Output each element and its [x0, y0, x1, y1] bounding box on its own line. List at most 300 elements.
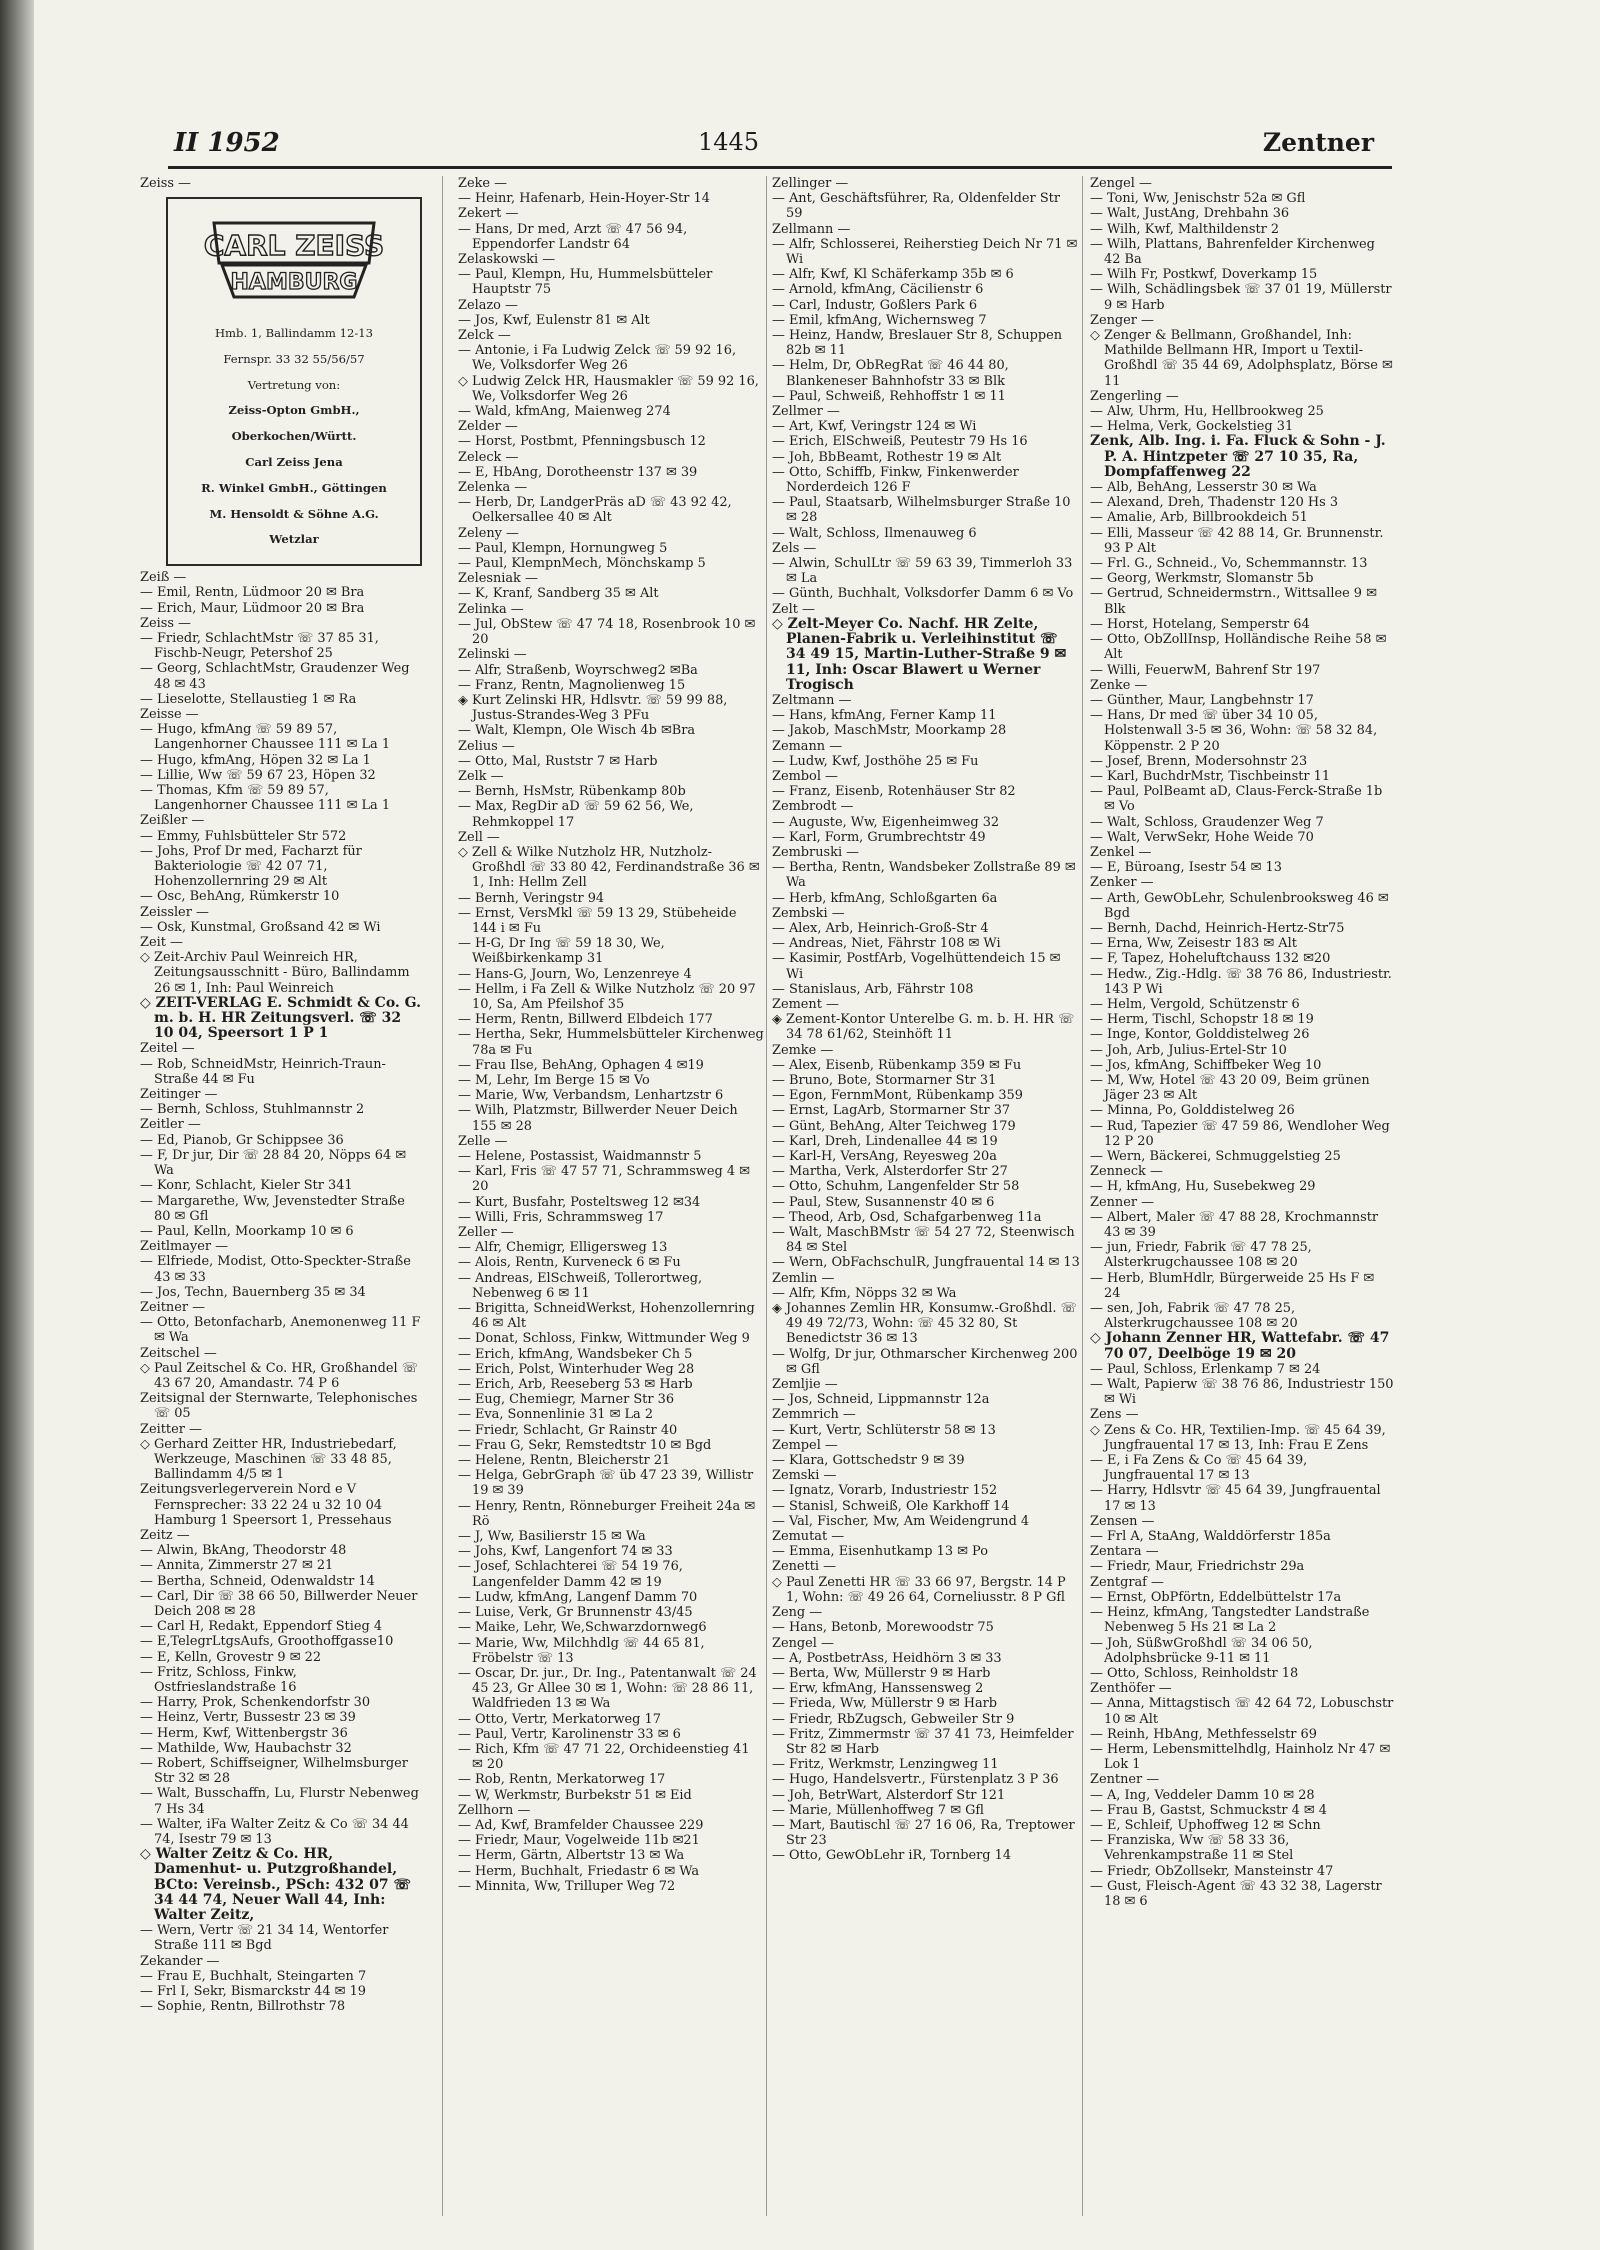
ad-line: Hmb. 1, Ballindamm 12-13 [214, 326, 374, 340]
directory-entry: — Helm, Dr, ObRegRat ☏ 46 44 80, Blankeneser Bahnhofstr 33 ✉ Blk [772, 358, 1009, 389]
surname-heading: Zelt — [772, 601, 815, 617]
directory-entry: — Alb, BehAng, Lesserstr 30 ✉ Wa [1090, 480, 1317, 496]
directory-entry: — Horst, Postbmt, Pfenningsbusch 12 [458, 434, 706, 450]
directory-entry: — Ignatz, Vorarb, Industriestr 152 [772, 1483, 998, 1499]
directory-entry: — Franz, Eisenb, Rotenhäuser Str 82 [772, 784, 1016, 800]
directory-entry: — Konr, Schlacht, Kieler Str 341 [140, 1178, 353, 1194]
directory-entry: ◇ Walter Zeitz & Co. HR, Damenhut- u. Putzgroßhandel, BCto: Vereinsb., PSch: 432 07 ☏ 34 44 74, Neuer Wall 44, Inh: Walter Zeitz, [140, 1846, 411, 1924]
directory-entry: — Joh, SüßwGroßhdl ☏ 34 06 50, Adolphsbrücke 9-11 ✉ 11 [1090, 1635, 1313, 1666]
column-4 [1090, 176, 1394, 2236]
surname-heading: Zenke — [1090, 677, 1148, 693]
surname-heading: Zeller — [458, 1225, 514, 1241]
directory-entry: — Günther, Maur, Langbehnstr 17 [1090, 692, 1314, 708]
directory-entry: ◇ Gerhard Zeitter HR, Industriebedarf, Werkzeuge, Maschinen ☏ 33 48 85, Ballindamm 4/5 ✉ 1 [140, 1436, 397, 1483]
column-divider [442, 176, 443, 2216]
directory-entry: — Antonie, i Fa Ludwig Zelck ☏ 59 92 16, We, Volksdorfer Weg 26 [458, 343, 737, 374]
directory-entry: — Fritz, Werkmstr, Lenzingweg 11 [772, 1757, 999, 1773]
directory-entry: — Walt, JustAng, Drehbahn 36 [1090, 206, 1290, 222]
directory-entry: — Alois, Rentn, Kurveneck 6 ✉ Fu [458, 1255, 681, 1271]
directory-entry: ◇ Zelt-Meyer Co. Nachf. HR Zelte, Planen-Fabrik u. Verleihinstitut ☏ 34 49 15, Martin-Luther-Straße 9 ✉ 11, Inh: Oscar Blawert u Werner Trogisch [772, 615, 1067, 693]
directory-entry: — Johs, Kwf, Langenfort 74 ✉ 33 [458, 1544, 673, 1560]
surname-heading: Zeitlmayer — [140, 1239, 228, 1255]
surname-heading: Zeitner — [140, 1299, 205, 1315]
surname-heading: Zeiss — [140, 176, 191, 191]
directory-entry: — Ludw, Kwf, Josthöhe 25 ✉ Fu [772, 753, 979, 769]
directory-entry: — Herm, Lebensmittelhdlg, Hainholz Nr 47 ✉ Lok 1 [1090, 1741, 1391, 1773]
column-2 [458, 176, 764, 2236]
directory-entry: — Herm, Buchhalt, Friedastr 6 ✉ Wa [458, 1863, 700, 1879]
surname-heading: Zeltmann — [772, 692, 852, 708]
directory-entry: — Georg, SchlachtMstr, Graudenzer Weg 48 ✉ 43 [140, 661, 410, 692]
directory-entry: — Walt, Klempn, Ole Wisch 4b ✉Bra [458, 723, 696, 739]
directory-entry: — Wilh Fr, Postkwf, Doverkamp 15 [1090, 267, 1318, 283]
surname-heading: Zelesniak — [458, 571, 538, 587]
directory-entry: — Robert, Schiffseigner, Wilhelmsburger Str 32 ✉ 28 [140, 1756, 408, 1787]
directory-entry: — Minnita, Ww, Trilluper Weg 72 [458, 1878, 676, 1894]
volume-label: II 1952 [174, 128, 280, 158]
directory-entry: — Rud, Tapezier ☏ 47 59 86, Wendloher Weg 12 P 20 [1090, 1118, 1390, 1149]
directory-entry: — Herb, BlumHdlr, Bürgerweide 25 Hs F ✉ 24 [1090, 1270, 1375, 1301]
directory-entry: ◈ Kurt Zelinski HR, Hdlsvtr. ☏ 59 99 88, Justus-Strandes-Weg 3 PFu [458, 692, 728, 724]
directory-entry: ◈ Zement-Kontor Unterelbe G. m. b. H. HR ☏ 34 78 61/62, Steinhöft 11 [772, 1012, 1075, 1043]
ad-line: Wetzlar [269, 532, 319, 547]
surname-heading: Zengerling — [1090, 388, 1179, 404]
directory-entry: — Joh, Arb, Julius-Ertel-Str 10 [1090, 1042, 1287, 1058]
directory-entry: — Frau Ilse, BehAng, Ophagen 4 ✉19 [458, 1057, 704, 1073]
directory-entry: — Hans, kfmAng, Ferner Kamp 11 [772, 708, 997, 724]
directory-entry: — Paul, Schweiß, Rehhoffstr 1 ✉ 11 [772, 388, 1006, 404]
directory-entry: — Hans-G, Journ, Wo, Lenzenreye 4 [458, 966, 692, 982]
directory-entry: — Arnold, kfmAng, Cäcilienstr 6 [772, 282, 984, 298]
directory-entry: — Marie, Müllenhoffweg 7 ✉ Gfl [772, 1802, 984, 1818]
directory-entry: — Frl. G., Schneid., Vo, Schemmannstr. 13 [1090, 556, 1368, 572]
surname-heading: Zellhorn — [458, 1802, 531, 1818]
surname-heading: Zenkel — [1090, 844, 1152, 860]
directory-entry: — Kurt, Busfahr, Posteltsweg 12 ✉34 [458, 1194, 701, 1210]
directory-entry: — Paul, Kelln, Moorkamp 10 ✉ 6 [140, 1223, 354, 1239]
surname-heading: Zeit — [140, 935, 183, 951]
directory-entry: — Hans, Betonb, Morewoodstr 75 [772, 1620, 994, 1636]
directory-entry: — Margarethe, Ww, Jevenstedter Straße 80 ✉ Gfl [140, 1193, 405, 1224]
directory-entry: — Hugo, kfmAng ☏ 59 89 57, Langenhorner Chaussee 111 ✉ La 1 [140, 722, 391, 753]
directory-entry: — Heinz, Handw, Breslauer Str 8, Schuppen 82b ✉ 11 [772, 328, 1063, 359]
surname-heading: Zentner — [1090, 1772, 1160, 1788]
directory-entry: — Henry, Rentn, Rönneburger Freiheit 24a ✉ Rö [458, 1498, 756, 1529]
directory-entry: — Inge, Kontor, Golddistelweg 26 [1090, 1027, 1310, 1043]
directory-entry: — Bertha, Schneid, Odenwaldstr 14 [140, 1573, 375, 1589]
directory-entry: — Hugo, Handelsvertr., Fürstenplatz 3 P 36 [772, 1772, 1059, 1788]
surname-heading: Zenthöfer — [1090, 1681, 1172, 1697]
directory-entry: — Helga, GebrGraph ☏ üb 47 23 39, Willistr 19 ✉ 39 [458, 1468, 754, 1499]
surname-heading: Zemski — [772, 1468, 837, 1484]
directory-entry: — Carl H, Redakt, Eppendorf Stieg 4 [140, 1619, 383, 1635]
surname-heading: Zemann — [772, 738, 843, 754]
directory-entry: — Karl, Dreh, Lindenallee 44 ✉ 19 [772, 1133, 998, 1149]
surname-heading: Zemutat — [772, 1529, 845, 1545]
directory-entry: — Wilh, Plattans, Bahrenfelder Kirchenweg 42 Ba [1090, 236, 1375, 268]
ad-line: Oberkochen/Württ. [231, 429, 357, 444]
directory-entry: — Erich, kfmAng, Wandsbeker Ch 5 [458, 1346, 693, 1362]
surname-heading: Zeitel — [140, 1041, 195, 1057]
surname-heading: Zembol — [772, 768, 838, 784]
surname-heading: Zeitz — [140, 1527, 190, 1543]
directory-entry: — Wald, kfmAng, Maienweg 274 [458, 404, 671, 420]
surname-heading: Zembruski — [772, 844, 860, 860]
directory-entry: — Ernst, ObPförtn, Eddelbüttelstr 17a [1090, 1589, 1342, 1605]
directory-entry: Zenk, Alb. Ing. i. Fa. Fluck & Sohn - J. P. A. Hintzpeter ☏ 27 10 35, Ra, Dompfaffenweg 22 [1090, 433, 1386, 480]
directory-entry: — Hans, Dr med, Arzt ☏ 47 56 94, Eppendorfer Landstr 64 [458, 221, 688, 252]
directory-entry: — Alex, Arb, Heinrich-Groß-Str 4 [772, 920, 989, 936]
surname-heading: Zensen — [1090, 1513, 1155, 1529]
directory-entry: — Ant, Geschäftsführer, Ra, Oldenfelder Str 59 [772, 191, 1060, 222]
directory-entry: — E,TelegrLtgsAufs, Groothoffgasse10 [140, 1634, 394, 1650]
directory-entry: — Wilh, Schädlingsbek ☏ 37 01 19, Müllerstr 9 ✉ Harb [1090, 282, 1392, 313]
directory-entry: — Hugo, kfmAng, Höpen 32 ✉ La 1 [140, 752, 371, 768]
surname-heading: Zement — [772, 996, 839, 1012]
book-binding-edge [0, 0, 34, 2250]
surname-heading: Zellmann — [772, 221, 851, 237]
directory-entry: — Rob, SchneidMstr, Heinrich-Traun-Straße 44 ✉ Fu [140, 1056, 386, 1087]
surname-heading: Zelle — [458, 1133, 508, 1149]
directory-entry: — Frau B, Gastst, Schmuckstr 4 ✉ 4 [1090, 1802, 1327, 1818]
directory-entry: — Herm, Kwf, Wittenbergstr 36 [140, 1725, 348, 1741]
directory-entry: — Jakob, MaschMstr, Moorkamp 28 [772, 723, 1007, 739]
directory-entry: — Jul, ObStew ☏ 47 74 18, Rosenbrook 10 ✉ 20 [458, 616, 756, 648]
directory-entry: — Günth, Buchhalt, Volksdorfer Damm 6 ✉ Vo [772, 586, 1074, 602]
directory-entry: — Berta, Ww, Müllerstr 9 ✉ Harb [772, 1665, 991, 1681]
directory-entry: — Herm, Gärtn, Albertstr 13 ✉ Wa [458, 1848, 685, 1864]
directory-entry: — Jos, Kwf, Eulenstr 81 ✉ Alt [458, 312, 650, 328]
directory-entry: — Wilh, Platzmstr, Billwerder Neuer Deich 155 ✉ 28 [458, 1103, 738, 1134]
directory-entry: — E, i Fa Zens & Co ☏ 45 64 39, Jungfrauental 17 ✉ 13 [1090, 1453, 1308, 1484]
directory-entry: — Frau G, Sekr, Remstedtstr 10 ✉ Bgd [458, 1437, 712, 1453]
directory-entry: — Rob, Rentn, Merkatorweg 17 [458, 1772, 666, 1788]
directory-entry: ◇ Paul Zenetti HR ☏ 33 66 97, Bergstr. 14 P 1, Wohn: ☏ 49 26 64, Corneliusstr. 8 P Gfl [772, 1574, 1066, 1605]
directory-entry: — Ludw, kfmAng, Langenf Damm 70 [458, 1589, 698, 1605]
directory-entry: — Alfr, Kwf, Kl Schäferkamp 35b ✉ 6 [772, 267, 1014, 283]
directory-entry: — Erich, Polst, Winterhuder Weg 28 [458, 1361, 695, 1377]
directory-entry: — M, Ww, Hotel ☏ 43 20 09, Beim grünen Jäger 23 ✉ Alt [1090, 1072, 1370, 1104]
column-1 [140, 176, 422, 2236]
directory-entry: — E, Schleif, Uphoffweg 12 ✉ Schn [1090, 1817, 1321, 1833]
directory-entry: — Paul, KlempnMech, Mönchskamp 5 [458, 556, 706, 572]
directory-entry: — Otto, GewObLehr iR, Tornberg 14 [772, 1848, 1012, 1864]
directory-entry: — Paul, PolBeamt aD, Claus-Ferck-Straße 1b ✉ Vo [1090, 784, 1383, 815]
directory-entry: — Otto, Schiffb, Finkw, Finkenwerder Norderdeich 126 F [772, 464, 1019, 496]
directory-entry: — E, HbAng, Dorotheenstr 137 ✉ 39 [458, 464, 698, 480]
directory-entry: — Stanislaus, Arb, Fährstr 108 [772, 981, 974, 997]
directory-entry: — Walt, Papierw ☏ 38 76 86, Industriestr 150 ✉ Wi [1090, 1377, 1394, 1408]
directory-entry: — Eva, Sonnenlinie 31 ✉ La 2 [458, 1407, 654, 1423]
surname-heading: Zeißler — [140, 813, 205, 829]
directory-entry: — Paul, Schloss, Erlenkamp 7 ✉ 24 [1090, 1361, 1321, 1377]
directory-entry: — Helene, Postassist, Waidmannstr 5 [458, 1149, 702, 1164]
surname-heading: Zekert — [458, 206, 519, 222]
directory-entry: — Minna, Po, Golddistelweg 26 [1090, 1103, 1295, 1119]
surname-heading: Zels — [772, 540, 817, 556]
directory-entry: — Alfr, Schlosserei, Reiherstieg Deich Nr 71 ✉ Wi [772, 236, 1078, 268]
directory-entry: — Wern, Bäckerei, Schmuggelstieg 25 [1090, 1149, 1341, 1164]
directory-entry: — Joh, BetrWart, Alsterdorf Str 121 [772, 1787, 1006, 1803]
directory-entry: — Friedr, RbZugsch, Gebweiler Str 9 [772, 1711, 1015, 1727]
directory-entry: — Otto, ObZollInsp, Holländische Reihe 58 ✉ Alt [1090, 632, 1387, 663]
directory-entry: — Otto, Vertr, Merkatorweg 17 [458, 1711, 661, 1727]
surname-heading: Zeleck — [458, 449, 519, 465]
directory-entry: — Friedr, Maur, Vogelweide 11b ✉21 [458, 1833, 700, 1849]
directory-entry: — Frl A, StaAng, Walddörferstr 185a [1090, 1529, 1331, 1545]
directory-entry: — Erich, ElSchweiß, Peutestr 79 Hs 16 [772, 434, 1028, 450]
surname-heading: Zentgraf — [1090, 1574, 1164, 1590]
surname-heading: Zeissler — [140, 904, 209, 920]
directory-entry: — Mart, Bautischl ☏ 27 16 06, Ra, Treptower Str 23 [772, 1817, 1075, 1849]
directory-entry: ◇ ZEIT-VERLAG E. Schmidt & Co. G. m. b. H. HR Zeitungsverl. ☏ 32 10 04, Speersort 1 P 1 [140, 994, 421, 1042]
directory-entry: — Otto, Mal, Ruststr 7 ✉ Harb [458, 753, 658, 769]
directory-entry: — Ernst, LagArb, Stormarner Str 37 [772, 1103, 1011, 1119]
directory-entry: — Arth, GewObLehr, Schulenbrooksweg 46 ✉ Bgd [1090, 890, 1389, 921]
directory-entry: — Paul, Klempn, Hu, Hummelsbütteler Hauptstr 75 [458, 267, 713, 298]
directory-entry: — Marie, Ww, Verbandsm, Lenhartzstr 6 [458, 1088, 724, 1104]
directory-entry: — Andreas, ElSchweiß, Tollerortweg, Nebenweg 6 ✉ 11 [458, 1270, 703, 1301]
logo-top-text: CARL ZEISS [204, 229, 384, 263]
directory-entry: — Friedr, Schlacht, Gr Rainstr 40 [458, 1422, 678, 1438]
directory-entry: — Hedw., Zig.-Hdlg. ☏ 38 76 86, Industriestr. 143 P Wi [1090, 966, 1392, 997]
directory-entry: — Alexand, Dreh, Thadenstr 120 Hs 3 [1090, 495, 1339, 511]
directory-entry: — Walter, iFa Walter Zeitz & Co ☏ 34 44 74, Isestr 79 ✉ 13 [140, 1816, 409, 1848]
directory-entry: — Paul, Vertr, Karolinenstr 33 ✉ 6 [458, 1726, 681, 1742]
directory-entry: ◇ Paul Zeitschel & Co. HR, Großhandel ☏ 43 67 20, Amandastr. 74 P 6 [140, 1360, 418, 1391]
directory-entry: — Bertha, Rentn, Wandsbeker Zollstraße 89 ✉ Wa [772, 860, 1076, 891]
directory-entry: — Friedr, Maur, Friedrichstr 29a [1090, 1559, 1305, 1575]
directory-entry: — Toni, Ww, Jenischstr 52a ✉ Gfl [1090, 191, 1306, 207]
directory-entry: ◇ Ludwig Zelck HR, Hausmakler ☏ 59 92 16, We, Volksdorfer Weg 26 [458, 373, 759, 404]
directory-entry: — Wolfg, Dr jur, Othmarscher Kirchenweg 200 ✉ Gfl [772, 1346, 1078, 1377]
directory-entry: — Alwin, SchulLtr ☏ 59 63 39, Timmerloh 33 ✉ La [772, 556, 1073, 587]
surname-heading: Zelinka — [458, 601, 524, 617]
directory-entry: — Frieda, Ww, Müllerstr 9 ✉ Harb [772, 1696, 998, 1712]
directory-entry: — K, Kranf, Sandberg 35 ✉ Alt [458, 586, 659, 602]
directory-entry: — Josef, Brenn, Modersohnstr 23 [1090, 753, 1308, 769]
directory-entry: Zeitungsverlegerverein Nord e V Fernsprecher: 33 22 24 u 32 10 04 Hamburg 1 Speersort 1, Pressehaus [140, 1482, 392, 1528]
directory-entry: — Helma, Verk, Gockelstieg 31 [1090, 419, 1294, 435]
directory-entry: ◇ Zenger & Bellmann, Großhandel, Inh: Mathilde Bellmann HR, Import u Textil-Großhdl ☏ 35 44 69, Adolphsplatz, Börse ✉ 11 [1090, 328, 1393, 389]
surname-heading: Zemmrich — [772, 1407, 856, 1423]
directory-entry: — Paul, Stew, Susannenstr 40 ✉ 6 [772, 1194, 995, 1210]
ad-line: R. Winkel GmbH., Göttingen [201, 480, 387, 495]
directory-entry: — Elfriede, Modist, Otto-Speckter-Straße 43 ✉ 33 [140, 1254, 411, 1285]
directory-entry: ◈ Johannes Zemlin HR, Konsumw.-Großhdl. ☏ 49 49 72/73, Wohn: ☏ 45 32 80, St Benedictstr 36 ✉ 13 [772, 1301, 1077, 1347]
directory-entry: — Karl, BuchdrMstr, Tischbeinstr 11 [1090, 768, 1331, 784]
directory-entry: — F, Tapez, Hoheluftchauss 132 ✉20 [1090, 951, 1331, 967]
surname-heading: Zelazo — [458, 297, 518, 313]
directory-entry: — Lillie, Ww ☏ 59 67 23, Höpen 32 [140, 767, 376, 783]
directory-entry: — Heinz, kfmAng, Tangstedter Landstraße Nebenweg 5 Hs 21 ✉ La 2 [1090, 1605, 1370, 1636]
directory-entry: — Max, RegDir aD ☏ 59 62 56, We, Rehmkoppel 17 [458, 799, 694, 830]
directory-entry: — sen, Joh, Fabrik ☏ 47 78 25, Alsterkrugchaussee 108 ✉ 20 [1090, 1301, 1298, 1332]
surname-heading: Zelius — [458, 738, 515, 754]
col1-entries [140, 570, 422, 2014]
surname-heading: Zeitler — [140, 1117, 201, 1133]
ad-line: Carl Zeiss Jena [245, 454, 343, 469]
directory-entry: — Albert, Maler ☏ 47 88 28, Krochmannstr 43 ✉ 39 [1090, 1209, 1379, 1241]
directory-entry: — Emil, Rentn, Lüdmoor 20 ✉ Bra [140, 585, 365, 601]
surname-heading: Zelenka — [458, 480, 528, 496]
directory-entry: — Friedr, SchlachtMstr ☏ 37 85 31, Fischb-Neugr, Petershof 25 [140, 630, 379, 662]
directory-entry: — Gust, Fleisch-Agent ☏ 43 32 38, Lagerstr 18 ✉ 6 [1090, 1878, 1382, 1909]
directory-entry: — Fritz, Schloss, Finkw, Ostfrieslandstraße 16 [140, 1664, 297, 1695]
directory-entry: — Martha, Verk, Alsterdorfer Str 27 [772, 1164, 1008, 1180]
surname-heading: Zempel — [772, 1437, 838, 1453]
directory-entry: — Harry, Hdlsvtr ☏ 45 64 39, Jungfrauental 17 ✉ 13 [1090, 1483, 1381, 1514]
directory-entry: — Bernh, HsMstr, Rübenkamp 80b [458, 784, 686, 800]
directory-entry: — Emmy, Fuhlsbütteler Str 572 [140, 828, 347, 844]
directory-entry: — Hertha, Sekr, Hummelsbütteler Kirchenweg 78a ✉ Fu [458, 1027, 764, 1058]
directory-entry: — Heinz, Vertr, Bussestr 23 ✉ 39 [140, 1710, 356, 1726]
directory-entry: — Johs, Prof Dr med, Facharzt für Bakteriologie ☏ 42 07 71, Hohenzollernring 29 ✉ Alt [140, 843, 362, 890]
directory-entry: — Auguste, Ww, Eigenheimweg 32 [772, 814, 1000, 830]
directory-entry: — Emil, kfmAng, Wichernsweg 7 [772, 312, 987, 328]
directory-page [34, 0, 1600, 2250]
directory-entry: — Josef, Schlachterei ☏ 54 19 76, Langenfelder Damm 42 ✉ 19 [458, 1559, 683, 1590]
surname-heading: Zenger — [1090, 312, 1154, 328]
surname-heading: Zeitschel — [140, 1345, 217, 1361]
directory-entry: — Osc, BehAng, Rümkerstr 10 [140, 889, 340, 905]
directory-entry: — Kasimir, PostfArb, Vogelhüttendeich 15 ✉ Wi [772, 951, 1061, 982]
surname-heading: Zelk — [458, 768, 504, 784]
surname-heading: Zemlin — [772, 1270, 835, 1286]
directory-entry: — Amalie, Arb, Billbrookdeich 51 [1090, 510, 1308, 526]
directory-entry: — Bernh, Schloss, Stuhlmannstr 2 [140, 1102, 365, 1118]
directory-entry: — Ed, Pianob, Gr Schippsee 36 [140, 1132, 344, 1148]
directory-entry: — Bruno, Bote, Stormarner Str 31 [772, 1072, 997, 1088]
directory-entry: — Otto, Betonfacharb, Anemonenweg 11 F ✉ Wa [140, 1315, 421, 1346]
surname-heading: Zengel — [772, 1635, 834, 1651]
surname-heading: Zenker — [1090, 875, 1154, 891]
directory-entry: — Hans, Dr med ☏ über 34 10 05, Holstenwall 3-5 ✉ 36, Wohn: ☏ 58 32 84, Köppenstr. 2 P 20 [1090, 708, 1378, 754]
directory-entry: — Hellm, i Fa Zell & Wilke Nutzholz ☏ 20 97 10, Sa, Am Pfeilshof 35 [458, 981, 756, 1012]
directory-entry: — Jos, kfmAng, Schiffbeker Weg 10 [1090, 1057, 1322, 1073]
directory-entry: — E, Büroang, Isestr 54 ✉ 13 [1090, 860, 1282, 876]
directory-entry: — Mathilde, Ww, Haubachstr 32 [140, 1740, 352, 1756]
ad-line: Zeiss-Opton GmbH., [228, 403, 360, 418]
col3-entries [772, 176, 1080, 1864]
directory-entry: — Herb, Dr, LandgerPräs aD ☏ 43 92 42, Oelkersallee 40 ✉ Alt [458, 495, 732, 526]
directory-entry: — Günt, BehAng, Alter Teichweg 179 [772, 1118, 1016, 1134]
col2-entries [458, 176, 764, 1894]
page-header [138, 128, 1374, 162]
directory-entry: — Annita, Zimmerstr 27 ✉ 21 [140, 1558, 334, 1574]
directory-entry: — Anna, Mittagstisch ☏ 42 64 72, Lobuschstr 10 ✉ Alt [1090, 1696, 1394, 1727]
directory-entry: — Gertrud, Schneidermstrn., Wittsallee 9 ✉ Blk [1090, 586, 1377, 617]
surname-heading: Zemljie — [772, 1377, 838, 1393]
directory-entry: — Luise, Verk, Gr Brunnenstr 43/45 [458, 1605, 693, 1621]
surname-heading: Zell — [458, 829, 500, 845]
surname-heading: Zembrodt — [772, 799, 854, 815]
directory-entry: — Jos, Techn, Bauernberg 35 ✉ 34 [140, 1284, 366, 1300]
directory-entry: — jun, Friedr, Fabrik ☏ 47 78 25, Alsterkrugchaussee 108 ✉ 20 [1090, 1240, 1312, 1271]
surname-heading: Zentara — [1090, 1544, 1159, 1560]
directory-entry: — Alwin, BkAng, Theodorstr 48 [140, 1543, 347, 1559]
directory-entry: — H, kfmAng, Hu, Susebekweg 29 [1090, 1179, 1316, 1195]
surname-heading: Zenneck — [1090, 1164, 1163, 1180]
surname-heading: Zeitter — [140, 1421, 202, 1437]
directory-entry: — Frau E, Buchhalt, Steingarten 7 [140, 1968, 367, 1984]
directory-entry: — Klara, Gottschedstr 9 ✉ 39 [772, 1453, 965, 1469]
directory-entry: — H-G, Dr Ing ☏ 59 18 30, We, Weißbirkenkamp 31 [458, 936, 665, 967]
directory-entry: — Kurt, Vertr, Schlüterstr 58 ✉ 13 [772, 1422, 996, 1438]
directory-entry: — Helm, Vergold, Schützenstr 6 [1090, 996, 1300, 1012]
directory-entry: — Wern, ObFachschulR, Jungfrauental 14 ✉ 13 [772, 1255, 1080, 1271]
directory-entry: — Wilh, Kwf, Malthildenstr 2 [1090, 221, 1280, 237]
directory-entry: — Paul, Klempn, Hornungweg 5 [458, 540, 668, 556]
directory-entry: Zeitsignal der Sternwarte, Telephonisches ☏ 05 [140, 1391, 418, 1422]
directory-entry: — M, Lehr, Im Berge 15 ✉ Vo [458, 1072, 650, 1088]
directory-entry: — Erw, kfmAng, Hanssensweg 2 [772, 1681, 984, 1697]
directory-entry: — Joh, BbBeamt, Rothestr 19 ✉ Alt [772, 449, 1002, 465]
directory-entry: — Erich, Maur, Lüdmoor 20 ✉ Bra [140, 600, 365, 616]
ad-line: M. Hensoldt & Söhne A.G. [209, 506, 379, 521]
directory-entry: — Erna, Ww, Zeisestr 183 ✉ Alt [1090, 936, 1297, 952]
directory-entry: — Alw, Uhrm, Hu, Hellbrookweg 25 [1090, 404, 1324, 420]
directory-entry: — Stanisl, Schweiß, Ole Karkhoff 14 [772, 1498, 1010, 1514]
header-rule [168, 166, 1392, 169]
directory-entry: — Alex, Eisenb, Rübenkamp 359 ✉ Fu [772, 1057, 1022, 1073]
carl-zeiss-logo [204, 213, 384, 305]
directory-entry: — Osk, Kunstmal, Großsand 42 ✉ Wi [140, 919, 381, 935]
directory-entry: — Herm, Tischl, Schopstr 18 ✉ 19 [1090, 1012, 1314, 1028]
directory-entry: — Marie, Ww, Milchhdlg ☏ 44 65 81, Fröbelstr ☏ 13 [458, 1635, 705, 1666]
directory-entry: — A, PostbetrAss, Heidhörn 3 ✉ 33 [772, 1650, 1002, 1666]
directory-entry: — Oscar, Dr. jur., Dr. Ing., Patentanwalt ☏ 24 45 23, Gr Allee 30 ✉ 1, Wohn: ☏ 28 86 11, Waldfrieden 13 ✉ Wa [458, 1665, 757, 1712]
directory-entry: — Fritz, Zimmermstr ☏ 37 41 73, Heimfelder Str 82 ✉ Harb [772, 1726, 1074, 1757]
directory-entry: — Maike, Lehr, We,Schwarzdornweg6 [458, 1620, 707, 1636]
directory-entry: ◇ Zeit-Archiv Paul Weinreich HR, Zeitungsausschnitt - Büro, Ballindamm 26 ✉ 1, Inh: Paul Weinreich [140, 950, 410, 996]
directory-entry: — Jos, Schneid, Lippmannstr 12a [772, 1392, 990, 1408]
directory-entry: — Karl, Fris ☏ 47 57 71, Schrammsweg 4 ✉ 20 [458, 1164, 750, 1195]
directory-entry: ◇ Zens & Co. HR, Textilien-Imp. ☏ 45 64 39, Jungfrauental 17 ✉ 13, Inh: Frau E Zens [1090, 1422, 1386, 1453]
column-divider [1082, 176, 1083, 2216]
directory-entry: — J, Ww, Basilierstr 15 ✉ Wa [458, 1529, 646, 1545]
surname-heading: Zellinger — [772, 176, 849, 191]
directory-entry: — Franz, Rentn, Magnolienweg 15 [458, 677, 686, 693]
directory-entry: — Lieselotte, Stellaustieg 1 ✉ Ra [140, 691, 357, 707]
directory-entry: — Reinh, HbAng, Methfesselstr 69 [1090, 1726, 1317, 1742]
ad-lines [174, 326, 414, 547]
ad-line: Vertretung von: [247, 377, 341, 392]
surname-heading: Zeiß — [140, 570, 187, 586]
directory-entry: — Herb, kfmAng, Schloßgarten 6a [772, 890, 998, 906]
directory-entry: — Walt, Busschaffn, Lu, Flurstr Nebenweg 7 Hs 34 [140, 1786, 419, 1817]
carl-zeiss-advertisement [166, 197, 422, 566]
directory-entry: — Karl, Form, Grumbrechtstr 49 [772, 829, 986, 845]
directory-entry: — Herm, Rentn, Billwerd Elbdeich 177 [458, 1012, 713, 1028]
directory-entry: — Emma, Eisenhutkamp 13 ✉ Po [772, 1544, 988, 1560]
surname-heading: Zeiss — [140, 615, 191, 631]
directory-entry: — Walt, Schloss, Ilmenauweg 6 [772, 525, 977, 541]
directory-entry: — E, Kelln, Grovestr 9 ✉ 22 [140, 1649, 322, 1665]
col4-entries [1090, 176, 1394, 1909]
column-3 [772, 176, 1080, 2236]
running-keyword: Zentner [1262, 128, 1374, 157]
surname-heading: Zenetti — [772, 1559, 836, 1575]
directory-entry: — Sophie, Rentn, Billrothstr 78 [140, 1999, 346, 2015]
directory-entry: — Val, Fischer, Mw, Am Weidengrund 4 [772, 1513, 1030, 1529]
page-number: 1445 [698, 128, 760, 156]
directory-entry: — F, Dr jur, Dir ☏ 28 84 20, Nöpps 64 ✉ Wa [140, 1147, 407, 1179]
directory-entry: — Helene, Rentn, Bleicherstr 21 [458, 1453, 671, 1469]
directory-entry: — Alfr, Kfm, Nöpps 32 ✉ Wa [772, 1285, 957, 1301]
surname-heading: Zeke — [458, 176, 508, 191]
directory-entry: — Walt, MaschBMstr ☏ 54 27 72, Steenwisch 84 ✉ Stel [772, 1225, 1075, 1256]
